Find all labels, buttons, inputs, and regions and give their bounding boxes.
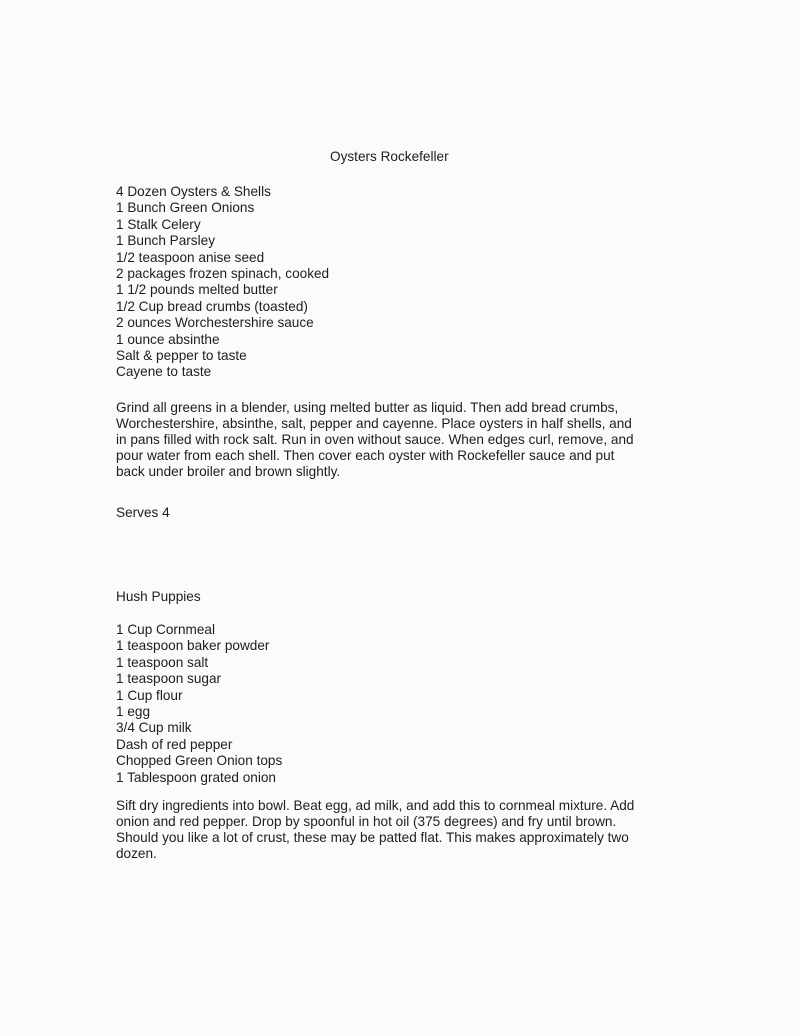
- ingredient-item: 1 Tablespoon grated onion: [116, 769, 276, 785]
- serves-note: Serves 4: [116, 505, 170, 520]
- ingredient-item: 1/2 Cup bread crumbs (toasted): [116, 298, 308, 314]
- recipe-title-oysters-rockefeller: Oysters Rockefeller: [330, 149, 449, 164]
- directions-line: back under broiler and brown slightly.: [116, 464, 341, 479]
- ingredient-list-oysters: [116, 184, 329, 381]
- ingredient-item: 2 ounces Worchestershire sauce: [116, 315, 314, 331]
- ingredient-list-hush-puppies: [116, 622, 282, 786]
- directions-line: in pans filled with rock salt. Run in oven without sauce. When edges curl, remove, and: [116, 432, 634, 447]
- ingredient-item: 1 teaspoon baker powder: [116, 638, 270, 654]
- ingredient-item: 1 1/2 pounds melted butter: [116, 282, 278, 298]
- directions-line: dozen.: [116, 846, 157, 861]
- ingredient-item: Chopped Green Onion tops: [116, 753, 283, 769]
- recipe-title-hush-puppies: Hush Puppies: [116, 589, 201, 604]
- directions-line: Grind all greens in a blender, using melted butter as liquid. Then add bread crumbs,: [116, 400, 619, 415]
- ingredient-item: 1 Cup Cornmeal: [116, 622, 215, 637]
- ingredient-item: 3/4 Cup milk: [116, 720, 192, 736]
- directions-line: onion and red pepper. Drop by spoonful in hot oil (375 degrees) and fry until brown.: [116, 814, 617, 829]
- directions-line: Should you like a lot of crust, these may be patted flat. This makes approximately two: [116, 830, 629, 845]
- directions-hush-puppies: [116, 798, 634, 862]
- ingredient-item: 1/2 teaspoon anise seed: [116, 249, 265, 265]
- ingredient-item: 1 ounce absinthe: [116, 331, 220, 347]
- directions-line: pour water from each shell. Then cover each oyster with Rockefeller sauce and put: [116, 448, 615, 463]
- directions-line: Sift dry ingredients into bowl. Beat egg, ad milk, and add this to cornmeal mixture. Add: [116, 798, 635, 813]
- directions-line: Worchestershire, absinthe, salt, pepper and cayenne. Place oysters in half shells, and: [116, 416, 632, 431]
- ingredient-item: 1 Cup flour: [116, 687, 183, 703]
- ingredient-item: 1 teaspoon sugar: [116, 671, 222, 687]
- ingredient-item: 4 Dozen Oysters & Shells: [116, 184, 271, 199]
- ingredient-item: Dash of red pepper: [116, 736, 233, 752]
- ingredient-item: 1 Stalk Celery: [116, 216, 201, 232]
- directions-oysters: [116, 400, 634, 480]
- ingredient-item: Cayene to taste: [116, 364, 212, 380]
- ingredient-item: 2 packages frozen spinach, cooked: [116, 265, 330, 281]
- ingredient-item: 1 egg: [116, 703, 151, 719]
- ingredient-item: 1 teaspoon salt: [116, 654, 209, 670]
- ingredient-item: 1 Bunch Parsley: [116, 233, 215, 249]
- ingredient-item: Salt & pepper to taste: [116, 347, 247, 363]
- ingredient-item: 1 Bunch Green Onions: [116, 200, 255, 216]
